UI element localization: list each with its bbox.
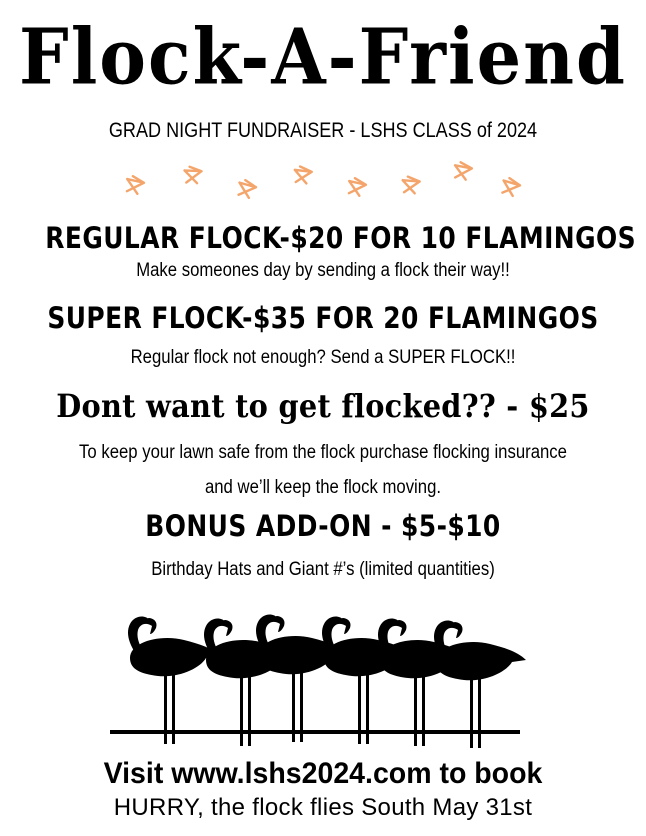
regular-flock-heading: REGULAR FLOCK-$20 FOR 10 FLAMINGOS [45, 221, 637, 255]
footprint-icon [400, 174, 422, 196]
flamingo-footprints-decoration [110, 148, 540, 200]
super-flock-heading: SUPER FLOCK-$35 FOR 20 FLAMINGOS [47, 301, 599, 335]
insurance-description-line2: and we’ll keep the flock moving. [204, 477, 442, 498]
flamingo-silhouettes-image [110, 600, 530, 750]
insurance-description-line1: To keep your lawn safe from the flock purchase flocking insurance [79, 442, 567, 463]
insurance-heading: Dont want to get flocked?? - $25 [56, 387, 590, 425]
footprint-icon [347, 177, 367, 197]
regular-flock-description: Make someones day by sending a flock their way!! [136, 260, 510, 281]
footprint-icon [501, 177, 520, 196]
flamingo-6 [434, 621, 526, 748]
footprint-icon [237, 179, 257, 199]
super-flock-description: Regular flock not enough? Send a SUPER FLOCK!! [130, 347, 516, 368]
footprint-icon [125, 175, 145, 195]
footprint-icon [292, 164, 314, 186]
flyer-subtitle: GRAD NIGHT FUNDRAISER - LSHS CLASS of 2024 [108, 119, 538, 142]
footprint-icon [453, 161, 474, 182]
bonus-addon-description: Birthday Hats and Giant #’s (limited quantities) [151, 559, 495, 580]
ground-line [110, 730, 520, 734]
bonus-addon-heading: BONUS ADD-ON - $5-$10 [145, 509, 501, 543]
deadline-text: HURRY, the flock flies South May 31st [113, 794, 533, 821]
flyer-title: Flock-A-Friend [19, 10, 627, 103]
footprint-icon [182, 164, 205, 187]
flamingo-3 [256, 615, 348, 742]
visit-website-text: Visit www.lshs2024.com to book [103, 757, 543, 790]
